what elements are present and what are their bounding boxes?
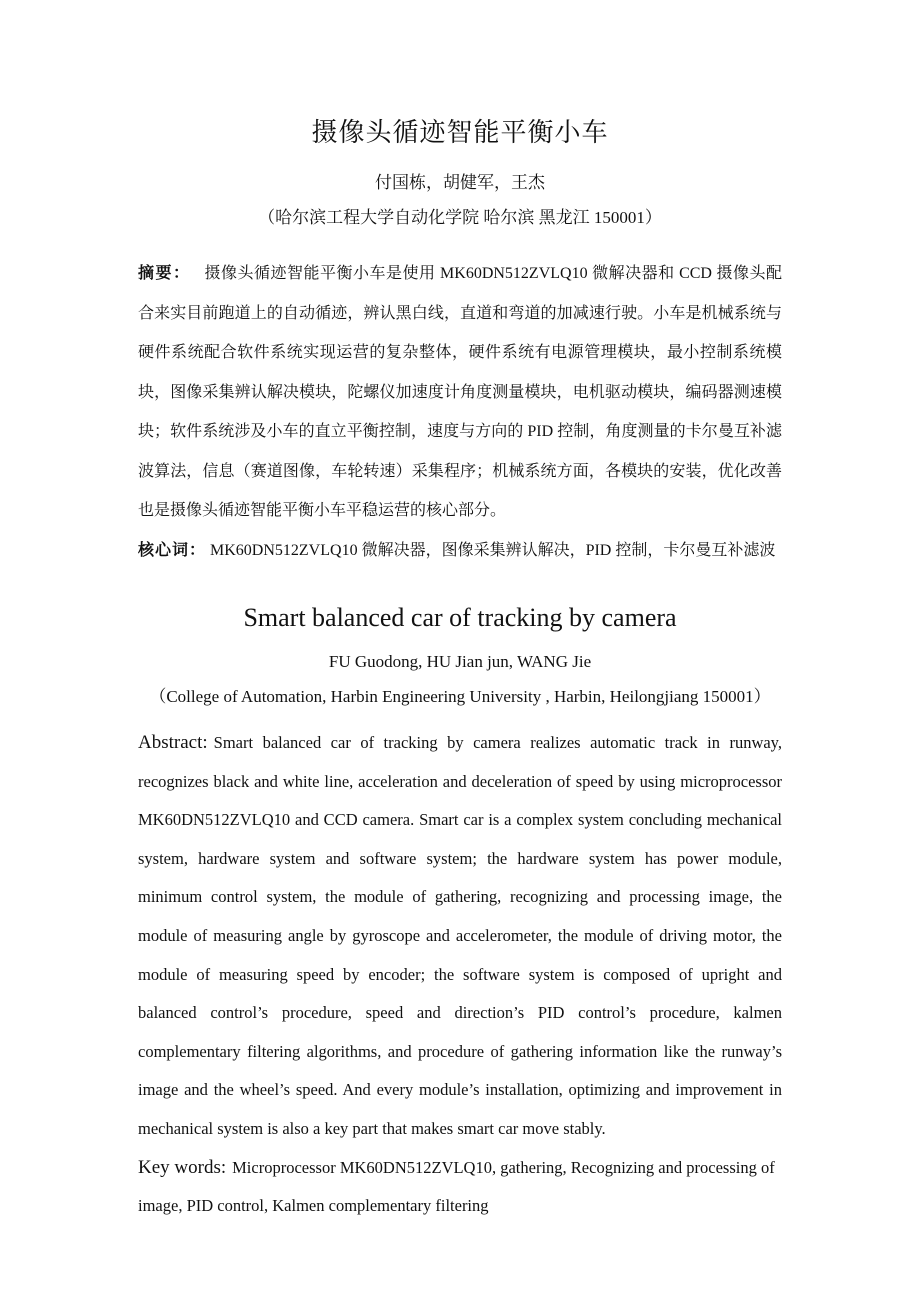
chinese-authors: 付国栋，胡健军，王杰 — [375, 173, 545, 192]
chinese-abstract-text: 摄像头循迹智能平衡小车是使用 MK60DN512ZVLQ10 微解决器和 CCD 摄像头配合来实目前跑道上的自动循迹，辨认黑白线，直道和弯道的加减速行驶。小车是机械系统与硬件系统配合软件系统实现运营的复杂整体，硬件系统有电源管理模块，最小控制系统模块，图像采集辨认解决模块，陀螺仪加速度计角度测量模块，电机驱动模块，编码器测速模块；软件系统涉及小车的直立平衡控制，速度与方向的 PID 控制，角度测量的卡尔曼互补滤波算法，信息（赛道图像，车轮转速）采集程序；机械系统方面，各模块的安装，优化改善也是摄像头循迹智能平衡小车平稳运营的核心部分。 — [138, 265, 782, 519]
chinese-keywords — [138, 531, 782, 571]
chinese-title: 摄像头循迹智能平衡小车 — [311, 118, 609, 147]
english-affiliation: （College of Automation, Harbin Engineering University , Harbin, Heilongjiang 150001） — [149, 687, 771, 706]
english-keywords-text: Microprocessor MK60DN512ZVLQ10, gathering, Recognizing and processing of image, PID control, Kalmen complementary filtering — [138, 1157, 775, 1216]
chinese-keywords-text: MK60DN512ZVLQ10 微解决器，图像采集辨认解决，PID 控制，卡尔曼互补滤波 — [210, 541, 776, 559]
english-title: Smart balanced car of tracking by camera — [243, 603, 677, 632]
english-authors: FU Guodong, HU Jian jun, WANG Jie — [328, 652, 592, 671]
english-abstract-label: Abstract: — [138, 732, 208, 753]
english-abstract-text: Smart balanced car of tracking by camera realizes automatic track in runway, recognizes black and white line, acceleration and deceleration of speed by using microprocessor MK60DN512ZVLQ10 and CCD camera. Smart car is a complex system concluding mechanical system, hardware system and software system; the hardware system has power module, minimum control system, the module of gathering, recognizing and processing image, the module of measuring angle by gyroscope and accelerometer, the module of driving motor, the module of measuring speed by encoder; the software system is composed of upright and balanced control’s procedure, speed and direction’s PID control’s procedure, kalmen complementary filtering algorithms, and procedure of gathering information like the runway’s image and the wheel’s speed. And every module’s installation, optimizing and improvement in mechanical system is also a key part that makes smart car move stably. — [138, 733, 782, 1138]
chinese-keywords-label: 核心词： — [138, 541, 207, 559]
english-keywords-label: Key words: — [138, 1156, 227, 1178]
chinese-abstract — [138, 254, 782, 531]
chinese-affiliation: （哈尔滨工程大学自动化学院 哈尔滨 黑龙江 150001） — [258, 208, 662, 227]
english-abstract — [138, 724, 782, 1149]
chinese-abstract-label: 摘要： — [138, 265, 191, 282]
english-keywords — [138, 1149, 782, 1226]
